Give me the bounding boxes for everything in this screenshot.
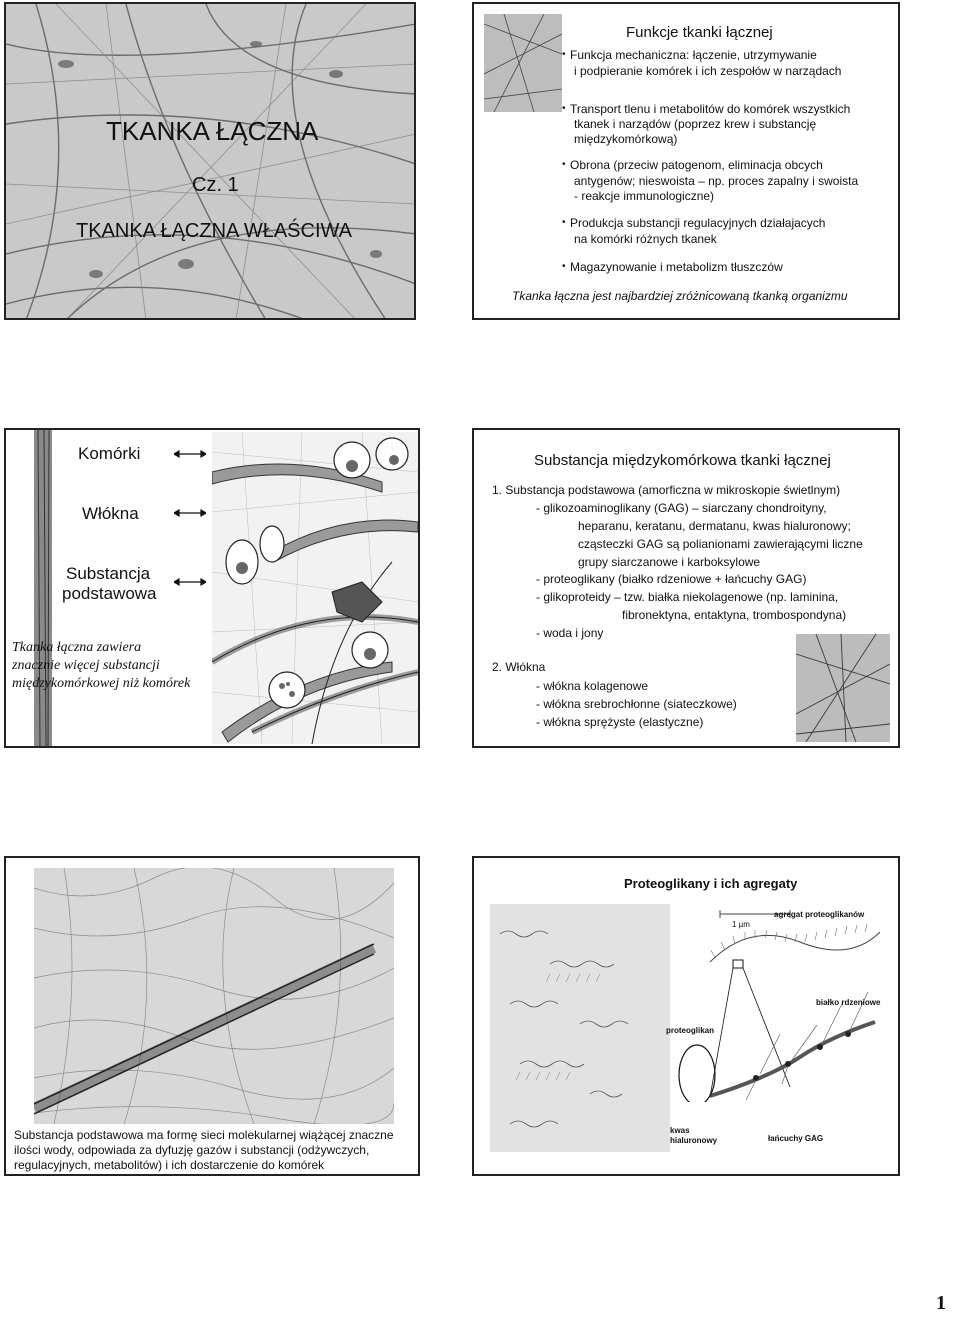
matrix-line-1: 1. Substancja podstawowa (amorficzna w mikroskopie świetlnym): [492, 483, 841, 497]
matrix-line-9: - woda i jony: [536, 626, 604, 640]
bullet-1a: Funkcja mechaniczna: łączenie, utrzymywanie: [570, 48, 817, 62]
matrix-line-13: - włókna sprężyste (elastyczne): [536, 715, 704, 729]
slide-proteoglycans: [472, 856, 900, 1176]
slide-extracellular-matrix: [472, 428, 900, 748]
bullet-4a: Produkcja substancji regulacyjnych działajacych: [570, 216, 826, 230]
label-fibers: Włókna: [82, 504, 139, 523]
label-proteoglycan: proteoglikan: [666, 1026, 715, 1035]
matrix-line-7: - glikoproteidy – tzw. białka niekolagenowe (np. laminina,: [536, 590, 839, 604]
slide-title: Funkcje tkanki łącznej: [626, 24, 773, 41]
fiber-micrograph-thumb: [484, 14, 562, 112]
fiber-strip-image: [34, 430, 52, 746]
matrix-line-4: cząsteczki GAG są polianionami zawierającymi liczne: [578, 537, 863, 551]
caption-line-1: Substancja podstawowa ma formę sieci molekularnej wiążącej znaczne: [14, 1128, 394, 1142]
matrix-line-2: - glikozoaminoglikany (GAG) – siarczany chondroityny,: [536, 501, 827, 515]
label-cells: Komórki: [78, 444, 141, 463]
label-gag-chains: łańcuchy GAG: [768, 1134, 824, 1143]
label-ground-1: Substancja: [66, 564, 151, 583]
scale-label: 1 µm: [732, 920, 750, 929]
matrix-line-8: fibronektyna, entaktyna, trombospondyna): [622, 608, 847, 622]
matrix-line-12: - włókna srebrochłonne (siateczkowe): [536, 697, 737, 711]
fiber-micrograph-thumb: [796, 634, 890, 742]
bullet-2b: tkanek i narządów (poprzez krew i substancję: [574, 117, 817, 131]
bullet-4b: na komórki różnych tkanek: [574, 232, 717, 246]
part-number: Cz. 1: [192, 174, 239, 196]
matrix-line-10: 2. Włókna: [492, 660, 546, 674]
note-line-1: Tkanka łączna zawiera: [12, 640, 142, 655]
bullet-2a: Transport tlenu i metabolitów do komórek wszystkich: [570, 102, 851, 116]
bullet-1b: i podpieranie komórek i ich zespołów w narządach: [574, 64, 842, 78]
label-ground-2: podstawowa: [62, 584, 157, 603]
label-hyaluronic-1: kwas: [670, 1126, 690, 1135]
title-text: TKANKA ŁĄCZNA: [106, 116, 319, 146]
caption-line-3: regulacyjnych, metabolitów) i ich dostarczenie do komórek: [14, 1158, 325, 1172]
ground-substance-micrograph: [34, 868, 394, 1124]
matrix-line-6: - proteoglikany (białko rdzeniowe + łańcuchy GAG): [536, 572, 807, 586]
slide-ground-substance: [4, 856, 420, 1176]
bullet-3c: - reakcje immunologiczne): [574, 189, 715, 203]
slide-title: Substancja międzykomórkowa tkanki łącznej: [534, 452, 831, 469]
page-number: 1: [936, 1292, 946, 1314]
connective-tissue-micrograph: [6, 4, 416, 320]
label-aggregate: agregat proteoglikanów: [774, 910, 865, 919]
slide-components: [4, 428, 420, 748]
slide-title: [4, 2, 416, 320]
subtitle-text: TKANKA ŁĄCZNA WŁAŚCIWA: [76, 220, 352, 242]
matrix-line-5: grupy siarczanowe i karboksylowe: [578, 555, 761, 569]
proteoglycan-electron-micrograph: [490, 904, 670, 1152]
bullet-5: Magazynowanie i metabolizm tłuszczów: [570, 260, 783, 274]
note-line-3: międzykomórkowej niż komórek: [12, 676, 191, 691]
label-hyaluronic-2: hialuronowy: [670, 1136, 718, 1145]
matrix-line-11: - włókna kolagenowe: [536, 679, 649, 693]
bullet-3b: antygenów; nieswoista – np. proces zapalny i swoista: [574, 174, 859, 188]
caption-line-2: ilości wody, odpowiada za dyfuzję gazów i substancji (odżywczych,: [14, 1143, 370, 1157]
bullet-2c: międzykomórkową): [574, 132, 678, 146]
matrix-line-3: heparanu, keratanu, dermatanu, kwas hialuronowy;: [578, 519, 851, 533]
slide-title: Proteoglikany i ich agregaty: [624, 876, 798, 891]
slide-functions: Funkcje tkanki łącznej Funkcja mechaniczna: łączenie, utrzymywanie i podpieranie komórek i ich zespołów w narządach Transport tlenu i metabolitów do komórek wszystkich tkanek i narządów (poprzez krew i substancję międzykomórkową) Obrona (przeciw patogenom, eliminacja obcych antygenów; nieswoista – np. proces zapalny i swoista - reakcje immunologiczne) Produkcja substancji regulacyjnych działajacych na komórki różnych tkanek Magazynowanie i metabolizm tłuszczów • • • • • Tkanka łączna jest najbardziej zróżnicowaną tkanką organizmu: [472, 2, 900, 320]
slide-footer: Tkanka łączna jest najbardziej zróżnicowaną tkanką organizmu: [512, 289, 848, 303]
bullet-3a: Obrona (przeciw patogenom, eliminacja obcych: [570, 158, 823, 172]
double-arrow-icons: [174, 446, 206, 596]
connective-tissue-diagram: [212, 432, 418, 744]
note-line-2: znacznie więcej substancji: [12, 658, 160, 673]
label-core-protein: białko rdzeniowe: [816, 998, 881, 1007]
